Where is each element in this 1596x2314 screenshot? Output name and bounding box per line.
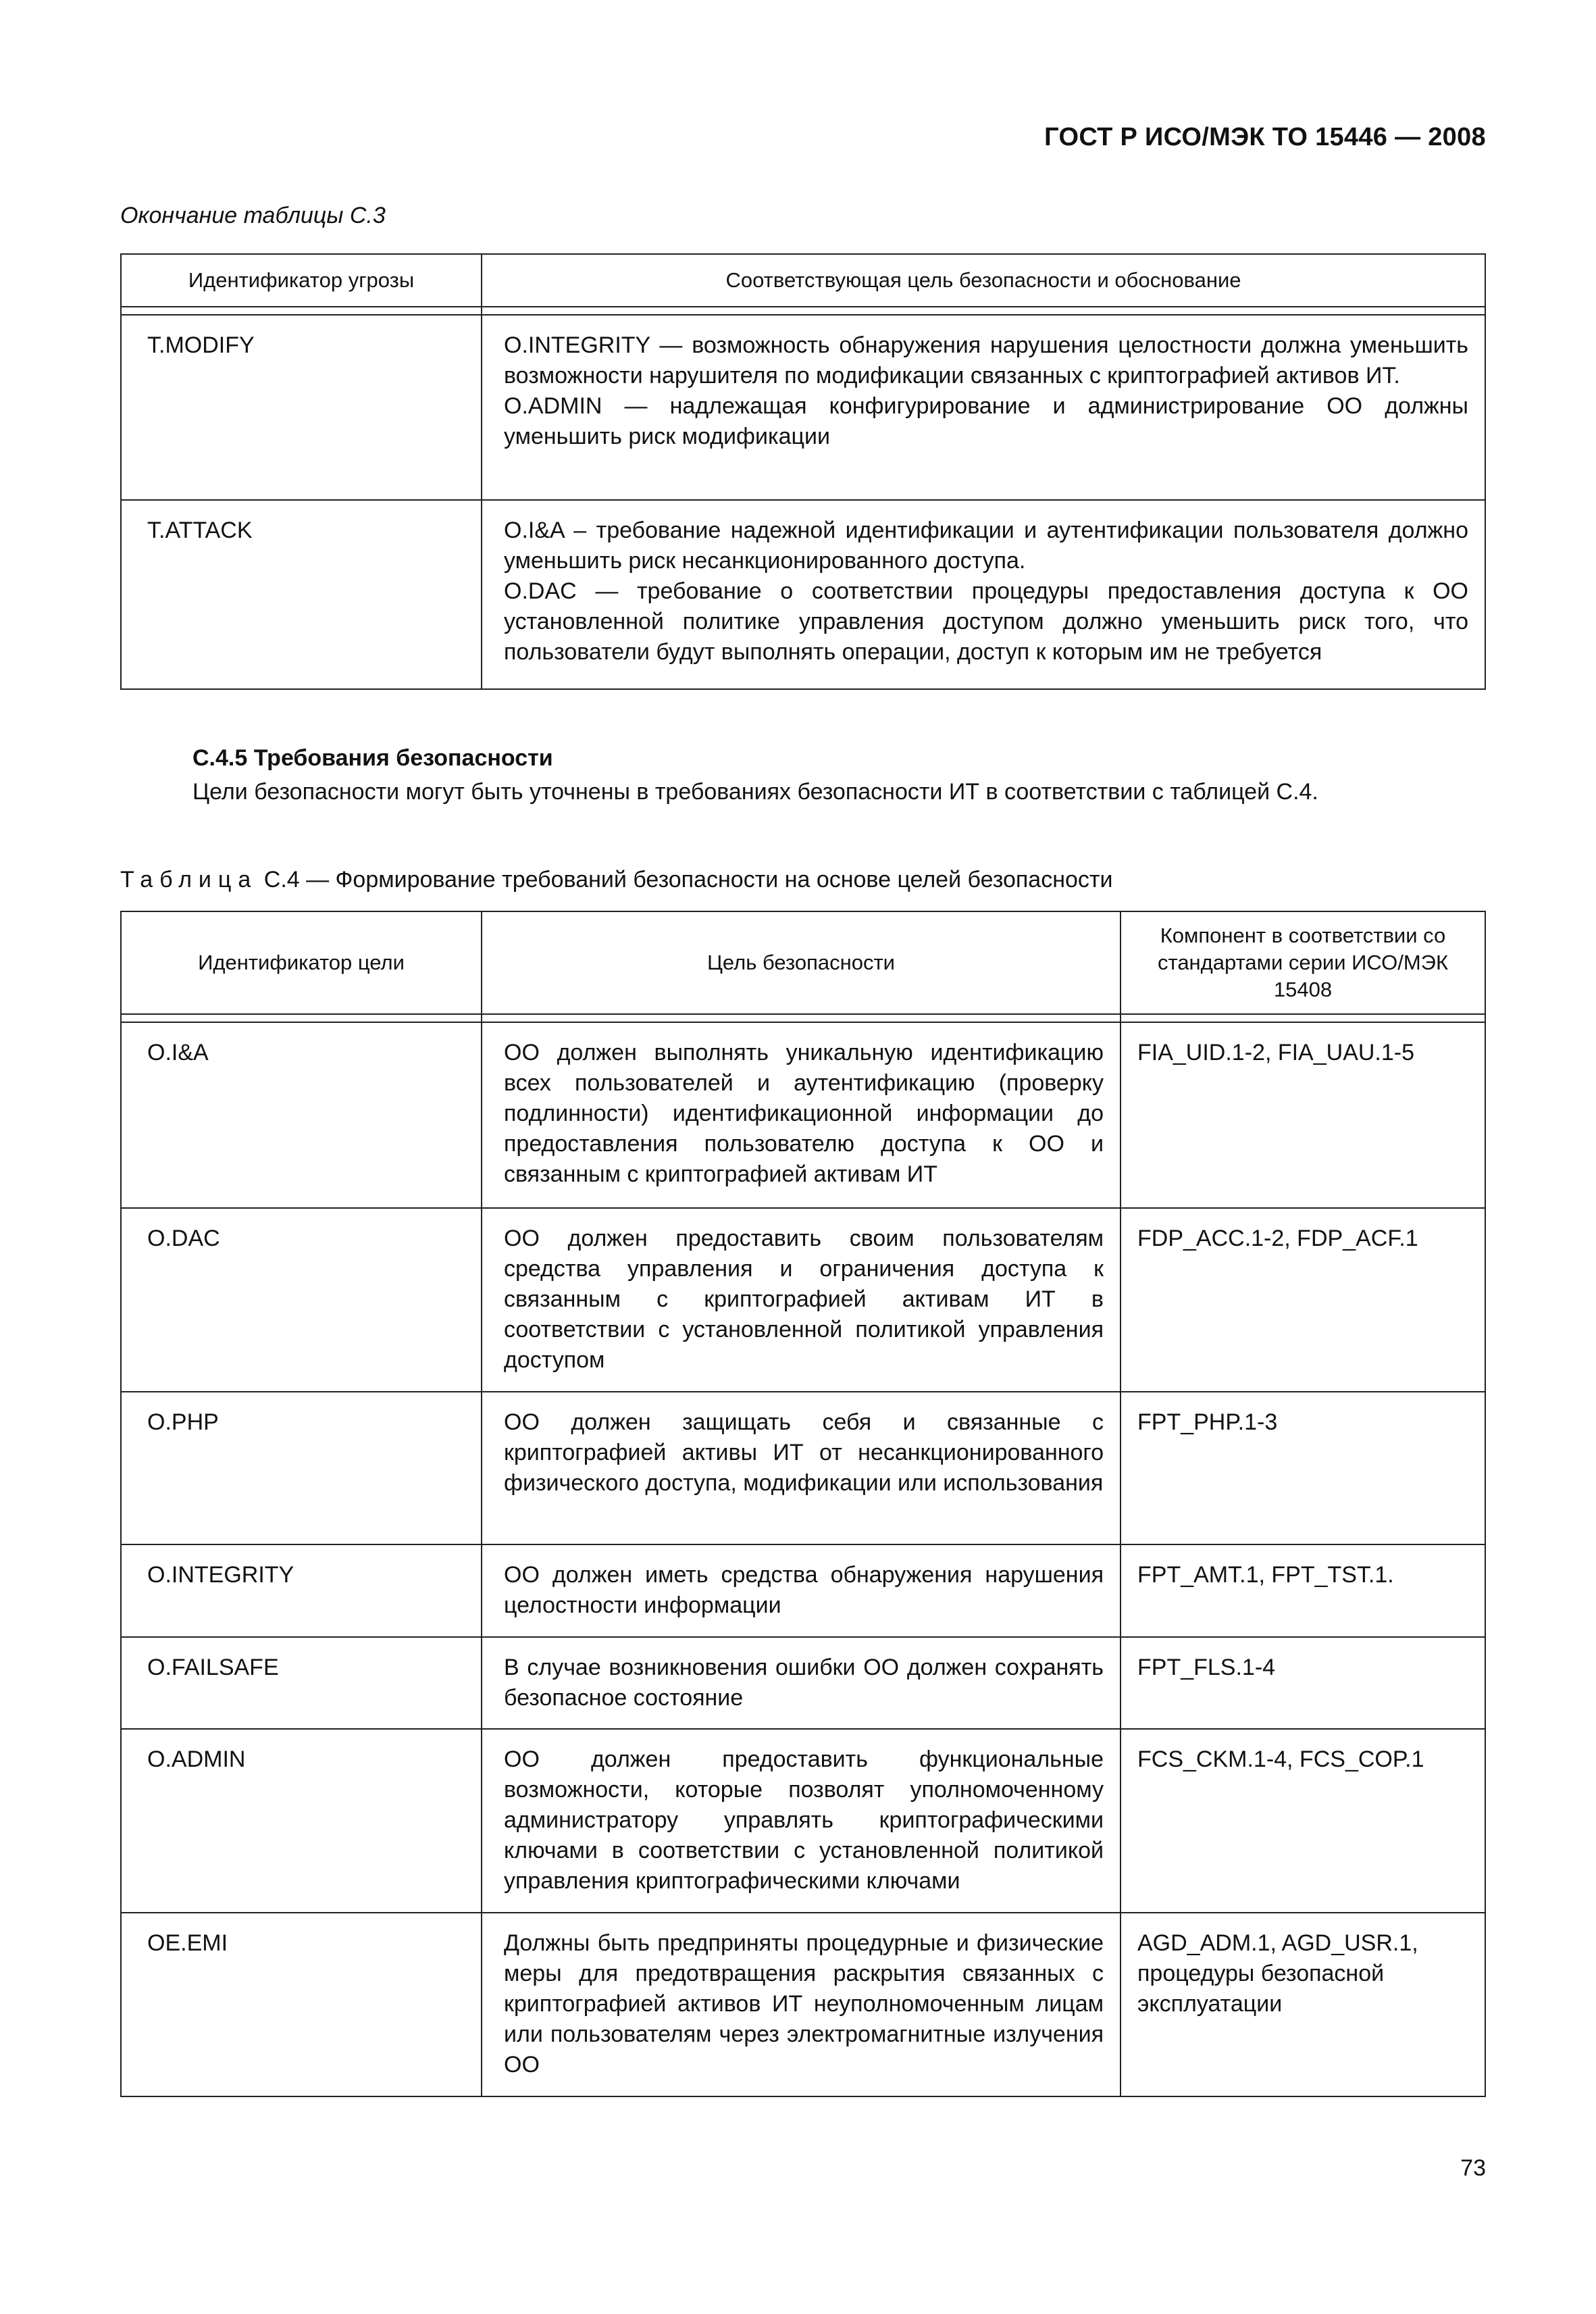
table-c3 [120,253,1486,690]
table-row [121,1544,1485,1637]
table-caption-text: С.4 — Формирование требований безопасности на основе целей безопасности [257,867,1113,892]
table-c3-header-goal: Соответствующая цель безопасности и обоснование [482,254,1485,307]
component-cell: FPT_FLS.1-4 [1121,1637,1485,1729]
goal-paragraph: O.INTEGRITY — возможность обнаружения нарушения целостности должна уменьшить возможности нарушителя по модификации связанных с криптографией активов ИТ. [504,332,1468,388]
table-c4-header-goal: Цель безопасности [482,911,1121,1014]
table-caption-word: Таблица [120,867,258,892]
goal-id-cell: OE.EMI [121,1913,482,2096]
goal-text-cell: ОО должен выполнять уникальную идентификацию всех пользователей и аутентификацию (проверку подлинности) идентификационной информации до предоставления пользователю доступа к ОО и связанным с криптографией активам ИТ [482,1022,1121,1208]
table-c4-caption [120,867,1112,893]
goal-paragraph: O.DAC — требование о соответствии процедуры предоставления доступа к ОО установленной политике управления доступом должно уменьшить риск того, что пользователи будут выполнять операции, доступ к которым им не требуется [504,578,1468,665]
table-c4 [120,911,1486,2097]
threat-goal-cell [482,500,1485,689]
table-row [121,1208,1485,1392]
goal-id-cell: O.ADMIN [121,1729,482,1913]
component-cell: FDP_ACC.1-2, FDP_ACF.1 [1121,1208,1485,1392]
goal-paragraph: O.ADMIN — надлежащая конфигурирование и администрирование ОО должны уменьшить риск модификации [504,393,1468,449]
component-cell: FPT_AMT.1, FPT_TST.1. [1121,1544,1485,1637]
table-c4-header-component: Компонент в соответствии со стандартами серии ИСО/МЭК 15408 [1121,911,1485,1014]
table-c3-header-threat-id: Идентификатор угрозы [121,254,482,307]
table-row [121,1392,1485,1544]
table-row [121,1913,1485,2096]
threat-id-cell: T.ATTACK [121,500,482,689]
table-c4-header-goal-id: Идентификатор цели [121,911,482,1014]
threat-id-cell: T.MODIFY [121,315,482,500]
component-cell: FPT_PHP.1-3 [1121,1392,1485,1544]
goal-text-cell: ОО должен предоставить функциональные возможности, которые позволят уполномоченному администратору управлять криптографическими ключами в соответствии с установленной политикой управления криптографическими ключами [482,1729,1121,1913]
goal-text-cell: ОО должен иметь средства обнаружения нарушения целостности информации [482,1544,1121,1637]
goal-text-cell: ОО должен защищать себя и связанные с криптографией активы ИТ от несанкционированного физического доступа, модификации или использования [482,1392,1121,1544]
goal-id-cell: O.FAILSAFE [121,1637,482,1729]
goal-paragraph: O.I&A – требование надежной идентификации и аутентификации пользователя должно уменьшить риск несанкционированного доступа. [504,518,1468,574]
table-row [121,1637,1485,1729]
goal-text-cell: В случае возникновения ошибки ОО должен сохранять безопасное состояние [482,1637,1121,1729]
table-c3-continuation-label: Окончание таблицы С.3 [120,203,386,228]
component-cell: FCS_CKM.1-4, FCS_COP.1 [1121,1729,1485,1913]
goal-text-cell: Должны быть предприняты процедурные и физические меры для предотвращения раскрытия связанных с криптографией активов ИТ неуполномоченным лицам или пользователям через электромагнитные излучения ОО [482,1913,1121,2096]
component-cell: FIA_UID.1-2, FIA_UAU.1-5 [1121,1022,1485,1208]
goal-id-cell: O.DAC [121,1208,482,1392]
section-title: С.4.5 Требования безопасности [192,745,553,771]
goal-id-cell: O.I&A [121,1022,482,1208]
goal-text-cell: ОО должен предоставить своим пользователям средства управления и ограничения доступа к связанным с криптографией активам ИТ в соответствии с установленной политикой управления доступом [482,1208,1121,1392]
table-row [121,500,1485,689]
standard-header: ГОСТ Р ИСО/МЭК ТО 15446 — 2008 [1044,123,1486,151]
table-row [121,315,1485,500]
component-cell: AGD_ADM.1, AGD_USR.1, процедуры безопасной эксплуатации [1121,1913,1485,2096]
section-text: Цели безопасности могут быть уточнены в требованиях безопасности ИТ в соответствии с таблицей С.4. [192,779,1318,805]
table-row [121,1022,1485,1208]
goal-id-cell: O.INTEGRITY [121,1544,482,1637]
table-row [121,1729,1485,1913]
page-number: 73 [1460,2155,1486,2181]
threat-goal-cell [482,315,1485,500]
goal-id-cell: O.PHP [121,1392,482,1544]
